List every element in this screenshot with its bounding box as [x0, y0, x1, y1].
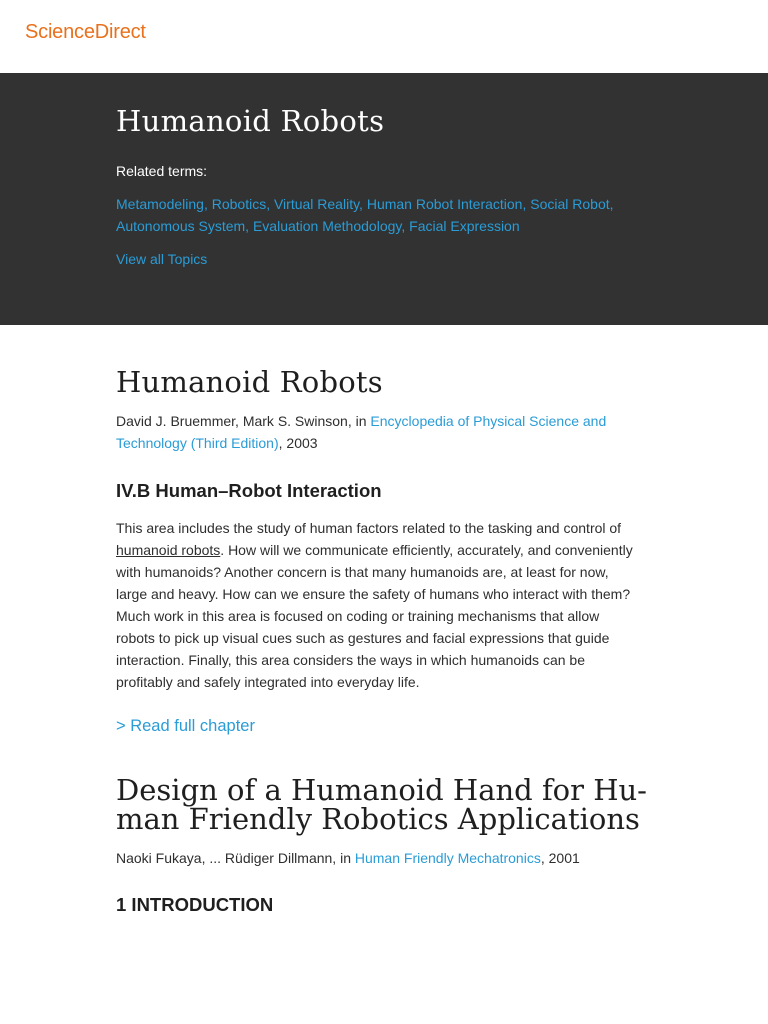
article-subheading: 1 INTRODUCTION [116, 894, 274, 915]
related-term-link[interactable]: Virtual Reality [273, 196, 360, 212]
article-byline [116, 410, 646, 454]
related-terms-label: Related terms: [116, 163, 208, 179]
article-year: , 2001 [540, 850, 580, 866]
related-terms-list: Metamodeling, Robotics, Virtual Reality, Human Robot Interaction, Social Robot, Autonomous System, Evaluation Methodology, Facial Expression [116, 196, 614, 234]
article-subheading: IV.B Human–Robot Interaction [116, 480, 382, 501]
topic-title: Humanoid Robots [116, 104, 385, 138]
related-term-link[interactable]: Autonomous System [116, 218, 246, 234]
related-term-link[interactable]: Social Robot [530, 196, 610, 212]
related-term-link[interactable]: Evaluation Methodology [252, 218, 402, 234]
article-byline [116, 847, 646, 869]
article-year: , 2003 [278, 435, 318, 451]
article-title-line: Design of a Humanoid Hand for Hu- [116, 773, 647, 807]
article-authors: David J. Bruemmer, Mark S. Swinson, in [116, 413, 371, 429]
article-source-link[interactable]: Human Friendly Mechatronics [354, 850, 541, 866]
view-all-topics-link[interactable]: View all Topics [116, 251, 208, 267]
article-body-text: This area includes the study of human factors related to the tasking and control of [116, 520, 622, 536]
article-body-text: . How will we communicate efficiently, accurately, and conveniently with humanoids? Another concern is that many humanoids are, at least for now, large and heavy. How can we ensure the safety of humans who interact with them? Much work in this area is focused on coding or training mechanisms that allow robots to pick up visual cues such as gestures and facial expressions that guide interaction. Finally, this area considers the ways in which humanoids can be profitably and safely integrated into everyday life. [116, 542, 633, 690]
top-bar [0, 0, 768, 73]
article-title [116, 773, 656, 836]
humanoid-robots-link[interactable]: humanoid robots [116, 542, 221, 558]
article-title: Humanoid Robots [116, 365, 383, 399]
related-term-link[interactable]: Metamodeling [116, 196, 204, 212]
read-full-chapter-link[interactable]: > Read full chapter [116, 717, 255, 735]
article-body [116, 517, 642, 693]
article-authors: Naoki Fukaya, ... Rüdiger Dillmann, in [116, 850, 355, 866]
related-term-link[interactable]: Robotics [211, 196, 267, 212]
article-title-line: man Friendly Robotics Applications [116, 802, 640, 836]
sciencedirect-logo[interactable]: ScienceDirect [25, 21, 146, 43]
related-term-link[interactable]: Human Robot Interaction [366, 196, 523, 212]
article-source-link[interactable]: Encyclopedia of Physical Science and Technology (Third Edition) [116, 413, 607, 451]
related-term-link[interactable]: Facial Expression [409, 218, 520, 234]
topic-hero [0, 73, 768, 325]
